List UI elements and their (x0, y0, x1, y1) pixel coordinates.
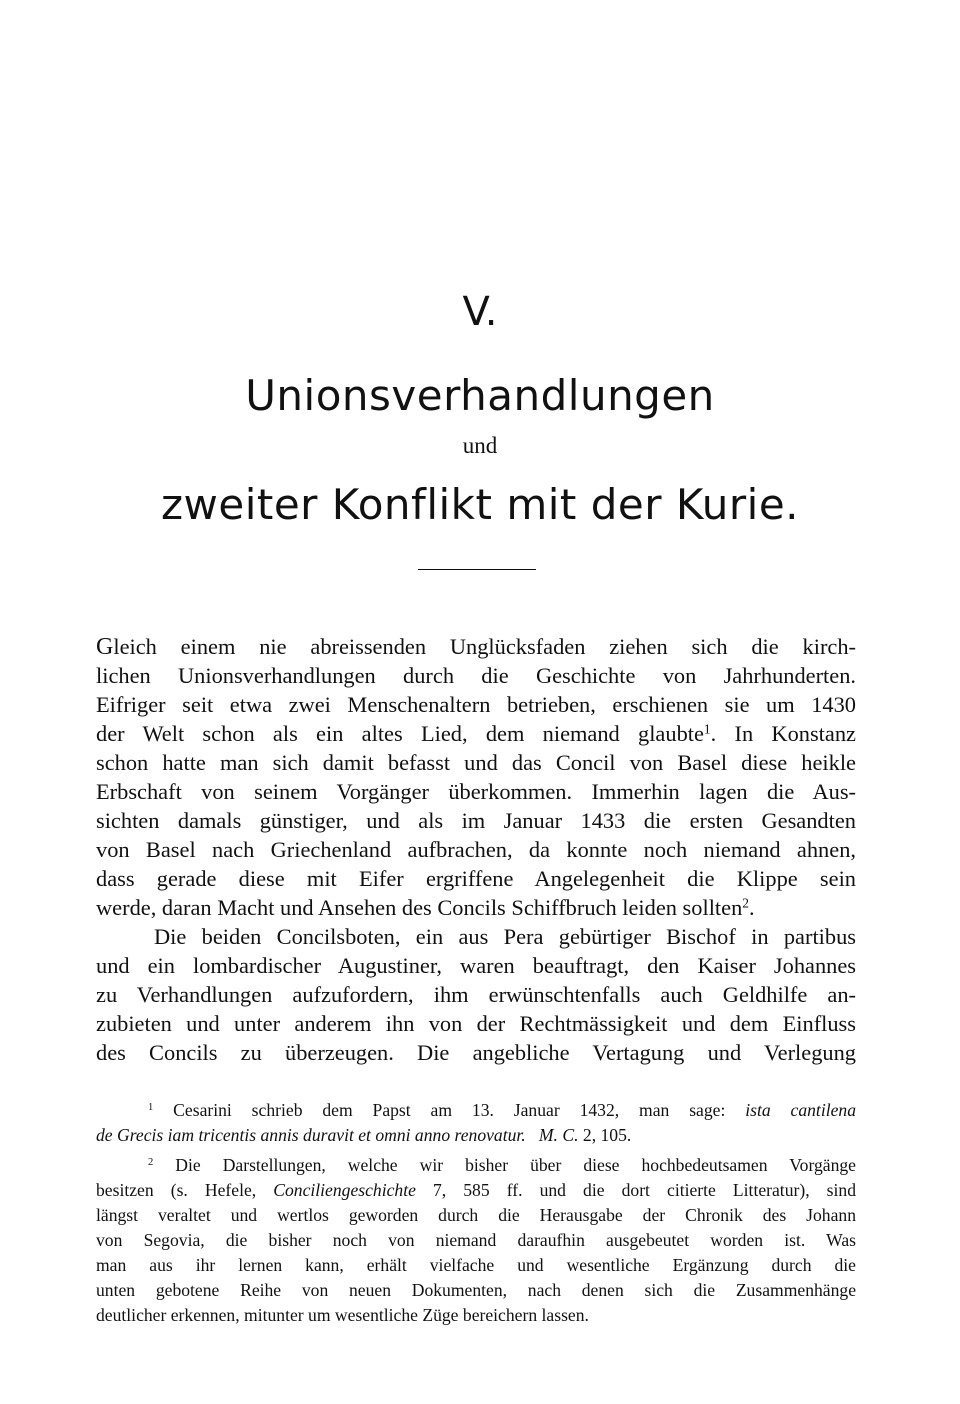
footnote-1-line: de Grecis iam tricentis annis duravit et omni anno renovatur. M. C. 2, 105. (96, 1125, 632, 1145)
footnote-marker-1: 1 (148, 1102, 154, 1114)
footnote-2-line: $^2$ Die Darstellungen, welche wir bisher über diese hochbedeutsamen Vorgänge (148, 1155, 856, 1175)
drop-cap: G (96, 634, 114, 660)
body-line: und ein lombardischer Augustiner, waren beauftragt, den Kaiser Johannes (96, 953, 856, 978)
body-line: sichten damals günstiger, und als im Januar 1433 die ersten Gesandten (96, 808, 856, 833)
body-line: Eifriger seit etwa zwei Menschenaltern betrieben, erschienen sie um 1430 (96, 692, 856, 717)
footnotes (96, 1098, 856, 1328)
footnote-marker-2: 2 (148, 1157, 154, 1169)
chapter-title-line-1: Unionsverhandlungen (245, 371, 715, 420)
footnote-2-line: längst veraltet und wertlos geworden durch die Herausgabe der Chronik des Johann (96, 1205, 856, 1225)
footnote-2-line: deutlicher erkennen, mitunter um wesentliche Züge bereichern lassen. (96, 1305, 589, 1325)
body-line: des Concils zu überzeugen. Die angebliche Vertagung und Verlegung (96, 1040, 856, 1065)
chapter-number: V. (462, 289, 498, 335)
chapter-title-line-2: zweiter Konflikt mit der Kurie. (160, 480, 800, 529)
footnote-2-line: von Segovia, die bisher noch von niemand daraufhin ausgebeutet worden ist. Was (96, 1230, 856, 1250)
body-line: Erbschaft von seinem Vorgänger überkommen. Immerhin lagen die Aus- (96, 779, 856, 804)
body-line: zubieten und unter anderem ihn von der Rechtmässigkeit und dem Einfluss (96, 1011, 856, 1036)
title-divider-rule (418, 569, 536, 570)
body-line: schon hatte man sich damit befasst und das Concil von Basel diese heikle (96, 750, 856, 775)
body-line: zu Verhandlungen aufzufordern, ihm erwünschtenfalls auch Geldhilfe an- (96, 982, 856, 1007)
body-line: dass gerade diese mit Eifer ergriffene Angelegenheit die Klippe sein (96, 866, 856, 891)
chapter-title-connector: und (462, 433, 498, 458)
body-line: werde, daran Macht und Ansehen des Concils Schiffbruch leiden sollten$^2$. (96, 895, 755, 920)
body-line: Die beiden Concilsboten, ein aus Pera gebürtiger Bischof in partibus (154, 924, 856, 949)
body-line: lichen Unionsverhandlungen durch die Geschichte von Jahrhunderten. (96, 663, 856, 688)
footnote-ref-1[interactable]: 1 (703, 721, 711, 737)
footnote-1-line: $^1$ Cesarini schrieb dem Papst am 13. Januar 1432, man sage: ista cantilena (148, 1100, 857, 1120)
footnote-ref-2[interactable]: 2 (742, 895, 749, 911)
footnote-2-line: besitzen (s. Hefele, Conciliengeschichte 7, 585 ff. und die dort citierte Litteratur), sind (96, 1180, 857, 1200)
body-text (96, 632, 856, 1067)
body-line: von Basel nach Griechenland aufbrachen, da konnte noch niemand ahnen, (96, 837, 856, 862)
footnote-2-line: man aus ihr lernen kann, erhält vielfache und wesentliche Ergänzung durch die (96, 1255, 856, 1275)
body-line: Gleich einem nie abreissenden Unglücksfaden ziehen sich die kirch- (96, 634, 856, 660)
body-line: der Welt schon als ein altes Lied, dem niemand glaubte$^1$. In Konstanz (96, 721, 856, 746)
footnote-2-line: unten gebotene Reihe von neuen Dokumenten, nach denen sich die Zusammenhänge (96, 1280, 856, 1300)
